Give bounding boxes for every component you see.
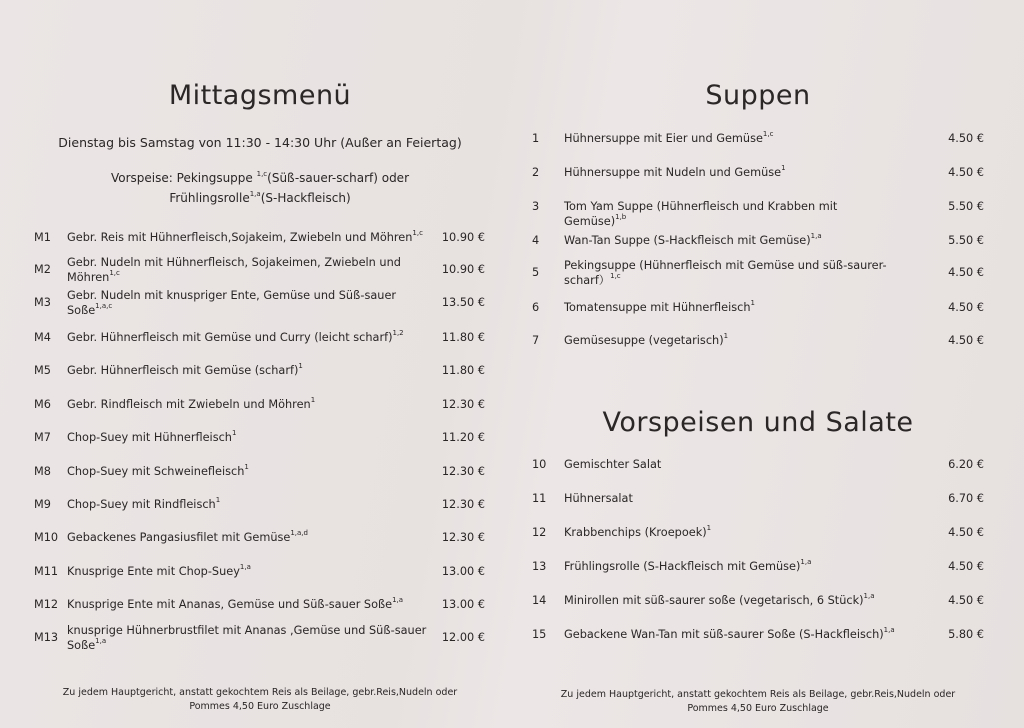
item-number: M12 [34,598,59,611]
item-number: 11 [532,492,547,505]
item-name: Chop-Suey mit Hühnerfleisch$^1$ [67,429,237,444]
item-price: 13.00 € [441,598,485,611]
lunch-title: Mittagsmenü [168,80,352,111]
starter-line-2: Frühlingsrolle$^{1,a}$(S-Hackfleisch) [169,190,351,205]
item-allergen-codes: 1,c [412,229,423,237]
item-price: 13.50 € [441,296,485,309]
item-allergen-codes: 1 [750,299,755,307]
item-allergen-codes: 1 [231,429,237,437]
item-name: Hühnersuppe mit Eier und Gemüse$^{1,c}$ [564,130,774,145]
item-number: M1 [34,231,51,244]
item-price: 4.50 € [948,594,984,607]
item-allergen-codes: 1 [706,524,712,532]
item-number: 2 [532,166,540,179]
item-name: Tom Yam Suppe (Hühnerfleisch und Krabben mit Gemüse)$^{1,b}$ [564,200,838,228]
item-allergen-codes: 1,a [863,592,875,600]
item-name: Tomatensuppe mit Hühnerfleisch$^1$ [564,299,755,314]
item-allergen-codes: 1 [781,164,786,172]
lunch-footnote: Zu jedem Hauptgericht, anstatt gekochtem Reis als Beilage, gebr.Reis,Nudeln oder Pommes 4,50 Euro Zuschlage [62,687,458,712]
item-allergen-codes: 1 [215,496,221,504]
item-number: 14 [532,594,547,607]
item-number: M11 [34,565,59,578]
item-name: Minirollen mit süß-saurer soße (vegetarisch, 6 Stück)$^{1,a}$ [564,592,875,607]
item-allergen-codes: 1 [298,362,303,370]
item-name: Gemischter Salat [564,458,662,471]
item-price: 5.80 € [948,628,984,641]
item-price: 5.50 € [948,200,984,213]
item-price: 4.50 € [948,132,984,145]
starters-footnote: Zu jedem Hauptgericht, anstatt gekochtem Reis als Beilage, gebr.Reis,Nudeln oder Pommes 4,50 Euro Zuschlage [560,689,956,714]
item-allergen-codes: 1,a [800,558,812,566]
item-number: M6 [34,398,51,411]
item-allergen-codes: 1,a,c [95,302,113,310]
item-name: knusprige Hühnerbrustfilet mit Ananas ,Gemüse und Süß-sauer Soße$^{1,a}$ [67,624,427,652]
item-allergen-codes: 1,a [883,626,895,634]
item-price: 11.80 € [441,364,485,377]
item-name: Hühnersalat [564,492,633,505]
item-number: 7 [532,334,540,347]
item-number: 5 [532,266,540,279]
item-name: Gebr. Hühnerfleisch mit Gemüse und Curry (leicht scharf)$^{1,2}$ [67,329,404,344]
item-price: 12.30 € [441,465,485,478]
item-number: M2 [34,263,51,276]
item-name: Gebr. Rindfleisch mit Zwiebeln und Möhren$^1$ [67,396,316,411]
item-name: Gemüsesuppe (vegetarisch)$^1$ [564,332,729,347]
item-number: 4 [532,234,540,247]
item-name: Gebr. Nudeln mit Hühnerfleisch, Sojakeimen, Zwiebeln und Möhren$^{1,c}$ [67,256,401,284]
item-price: 13.00 € [441,565,485,578]
item-allergen-codes: 1 [723,332,729,340]
item-number: M3 [34,296,51,309]
item-allergen-codes: 1,a [239,563,251,571]
item-price: 5.50 € [948,234,984,247]
item-price: 6.70 € [948,492,984,505]
item-name: Gebackene Wan-Tan mit süß-saurer Soße (S-Hackfleisch)$^{1,a}$ [564,626,895,641]
item-number: 13 [532,560,547,573]
item-price: 4.50 € [948,526,984,539]
item-number: 15 [532,628,547,641]
item-price: 4.50 € [948,301,984,314]
item-price: 12.30 € [441,398,485,411]
item-price: 12.00 € [441,631,485,644]
item-name: Gebackenes Pangasiusfilet mit Gemüse$^{1,a,d}$ [67,529,308,544]
lunch-starter-info [30,168,490,208]
item-allergen-codes: 1,a [392,596,404,604]
item-number: 3 [532,200,540,213]
item-name: Krabbenchips (Kroepoek)$^1$ [564,524,712,539]
item-name: Gebr. Reis mit Hühnerfleisch,Sojakeim, Zwiebeln und Möhren$^{1,c}$ [67,229,423,244]
item-name: Knusprige Ente mit Ananas, Gemüse und Süß-sauer Soße$^{1,a}$ [67,596,404,611]
item-number: 6 [532,301,540,314]
item-name: Gebr. Nudeln mit knuspriger Ente, Gemüse und Süß-sauer Soße$^{1,a,c}$ [67,289,397,317]
item-price: 4.50 € [948,560,984,573]
starter-line-1: Vorspeise: Pekingsuppe $^{1,c}$(Süß-sauer-scharf) oder [111,170,409,185]
item-name: Frühlingsrolle (S-Hackfleisch mit Gemüse)$^{1,a}$ [564,558,812,573]
soups-title: Suppen [705,80,811,111]
item-allergen-codes: 1,2 [392,329,404,337]
item-number: M5 [34,364,51,377]
item-name: Gebr. Hühnerfleisch mit Gemüse (scharf)$^1$ [67,362,303,377]
item-name: Chop-Suey mit Schweinefleisch$^1$ [67,463,249,478]
item-number: M13 [34,631,59,644]
item-price: 10.90 € [441,263,485,276]
item-price: 12.30 € [441,498,485,511]
lunch-hours: Dienstag bis Samstag von 11:30 - 14:30 Uhr (Außer an Feiertag) [58,135,462,150]
item-number: M10 [34,531,59,544]
item-name: Wan-Tan Suppe (S-Hackfleisch mit Gemüse)$^{1,a}$ [564,232,822,247]
item-number: M9 [34,498,51,511]
item-price: 12.30 € [441,531,485,544]
item-price: 4.50 € [948,334,984,347]
item-price: 11.80 € [441,331,485,344]
item-price: 4.50 € [948,266,984,279]
starters-title: Vorspeisen und Salate [602,407,914,438]
item-allergen-codes: 1,a [95,637,107,645]
item-number: M8 [34,465,51,478]
item-allergen-codes: 1,c [610,272,621,280]
item-number: M4 [34,331,51,344]
item-number: 12 [532,526,547,539]
item-allergen-codes: 1 [310,396,316,404]
item-allergen-codes: 1,b [615,213,627,221]
item-allergen-codes: 1,a,d [290,529,308,537]
item-name: Knusprige Ente mit Chop-Suey$^{1,a}$ [67,563,251,578]
item-allergen-codes: 1,c [762,130,774,138]
item-name: Hühnersuppe mit Nudeln und Gemüse$^1$ [564,164,786,179]
item-price: 11.20 € [441,431,485,444]
item-allergen-codes: 1 [244,463,249,471]
item-number: 10 [532,458,547,471]
item-name: Chop-Suey mit Rindfleisch$^1$ [67,496,221,511]
item-price: 10.90 € [441,231,485,244]
item-allergen-codes: 1,c [109,269,120,277]
item-price: 6.20 € [948,458,984,471]
item-name: Pekingsuppe (Hühnerfleisch mit Gemüse und süß-saurer-scharf）$^{1,c}$ [564,259,887,287]
item-number: M7 [34,431,51,444]
item-number: 1 [532,132,540,145]
item-allergen-codes: 1,a [810,232,822,240]
item-price: 4.50 € [948,166,984,179]
